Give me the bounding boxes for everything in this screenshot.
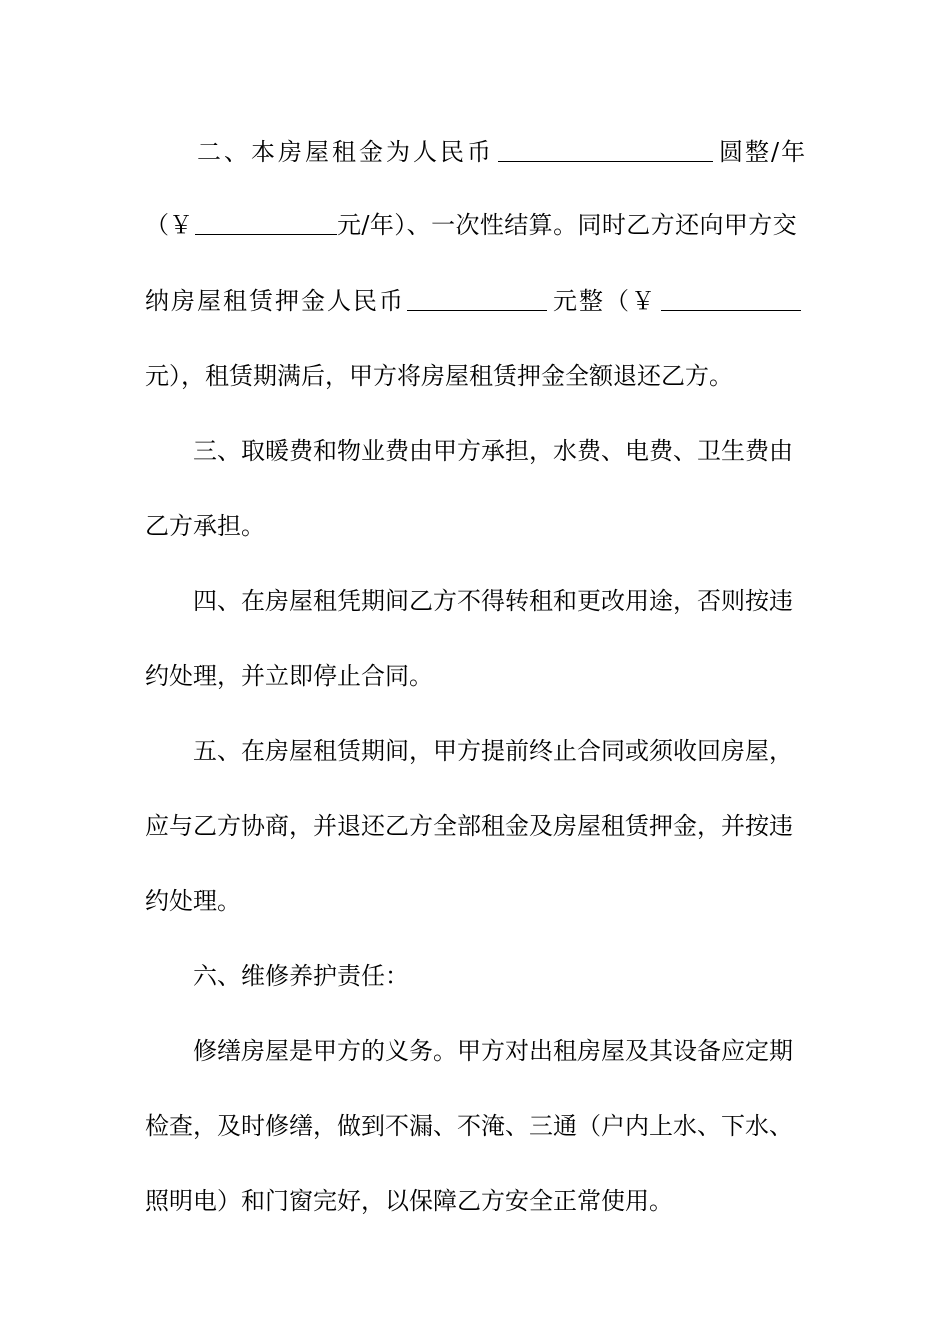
clause2-line3-text-b: 元整（￥	[553, 287, 657, 315]
clause2-line1-text-a: 二、本房屋租金为人民币	[197, 138, 494, 166]
deposit-amount-blank[interactable]	[407, 288, 547, 311]
clause6-title: 六、维修养护责任：	[193, 962, 409, 990]
clause4-line2: 约处理，并立即停止合同。	[145, 662, 433, 690]
clause2-line3	[145, 281, 807, 321]
clause3-line1: 三、取暖费和物业费由甲方承担，水费、电费、卫生费由	[193, 437, 793, 465]
deposit-yen-blank[interactable]	[661, 288, 801, 311]
clause4-line1: 四、在房屋租凭期间乙方不得转租和更改用途，否则按违	[193, 587, 793, 615]
rent-amount-blank[interactable]	[498, 139, 713, 162]
clause2-line4: 元），租赁期满后，甲方将房屋租赁押金全额退还乙方。	[145, 362, 733, 390]
clause5-line2: 应与乙方协商，并退还乙方全部租金及房屋租赁押金，并按违	[145, 812, 793, 840]
clause2-line3-text-a: 纳房屋租赁押金人民币	[145, 287, 405, 315]
clause3-line2: 乙方承担。	[145, 512, 265, 540]
clause6-p1-line1: 修缮房屋是甲方的义务。甲方对出租房屋及其设备应定期	[193, 1037, 793, 1065]
clause2-line1-text-b: 圆整/年	[719, 138, 808, 166]
rent-yen-blank[interactable]	[195, 212, 337, 235]
clause2-line2	[145, 205, 807, 245]
clause5-line3: 约处理。	[145, 887, 241, 915]
clause6-p1-line3: 照明电）和门窗完好，以保障乙方安全正常使用。	[145, 1187, 673, 1215]
clause2-line1	[197, 132, 807, 172]
clause5-line1: 五、在房屋租赁期间，甲方提前终止合同或须收回房屋，	[193, 737, 793, 765]
clause2-line2-text-a: （￥	[145, 211, 193, 239]
clause6-p1-line2: 检查，及时修缮，做到不漏、不淹、三通（户内上水、下水、	[145, 1112, 793, 1140]
clause2-line2-text-b: 元/年）、一次性结算。同时乙方还向甲方交	[337, 211, 798, 239]
